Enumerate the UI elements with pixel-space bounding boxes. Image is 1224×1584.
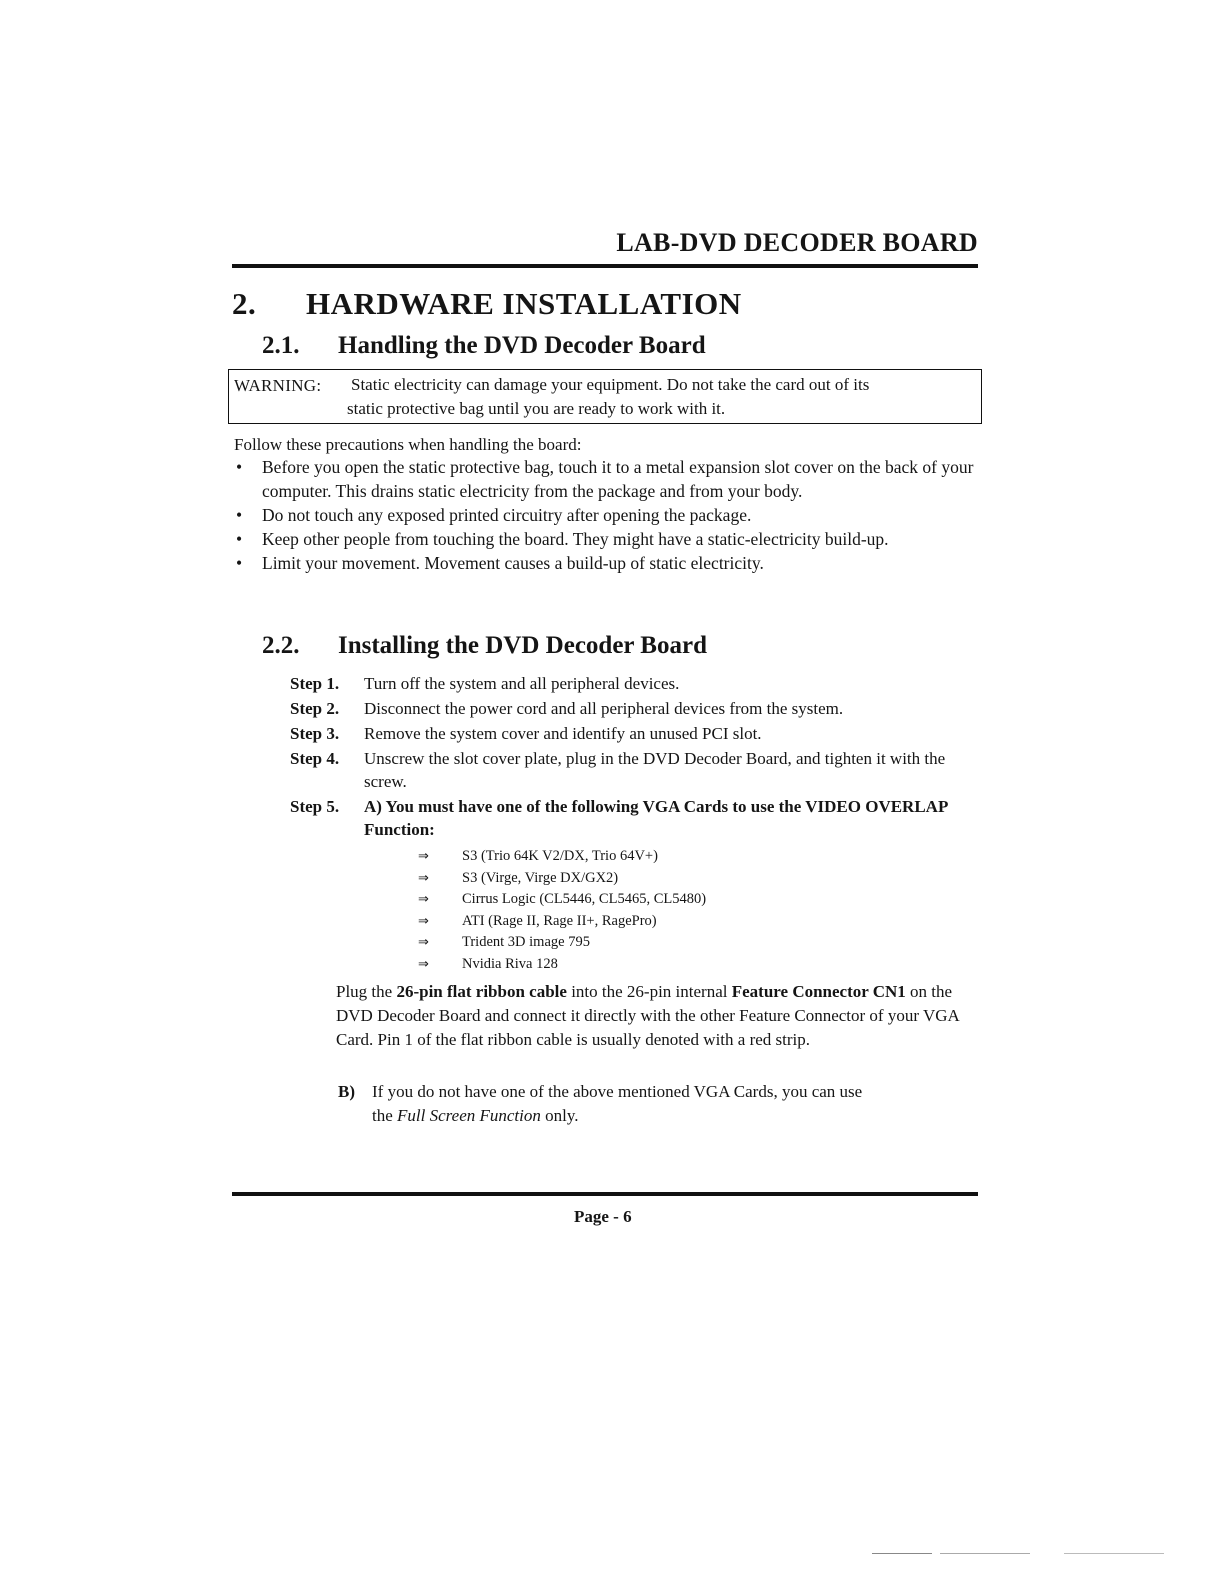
warning-label: WARNING: — [234, 376, 322, 395]
section-number: 2. — [232, 286, 257, 321]
bullet-icon: • — [236, 529, 243, 549]
precautions-intro: Follow these precautions when handling the board: — [234, 435, 582, 454]
vga-card-name: Trident 3D image 795 — [462, 934, 590, 950]
step-text: Remove the system cover and identify an unused PCI slot. — [364, 724, 762, 743]
list-item-text: Before you open the static protective bag, touch it to a metal expansion slot cover on the back of your computer. This drains static electricity from the package and from your body. — [262, 457, 974, 501]
arrow-right-icon: ⇒ — [418, 892, 429, 907]
vga-card-name: Nvidia Riva 128 — [462, 955, 558, 972]
list-item — [418, 868, 706, 890]
list-item — [418, 889, 706, 911]
bullet-icon: • — [236, 457, 243, 477]
bullet-icon: • — [236, 505, 243, 525]
subsection-number: 2.1. — [262, 332, 300, 359]
step-3 — [290, 722, 980, 745]
header-title: LAB-DVD DECODER BOARD — [616, 228, 978, 257]
vga-card-name: Cirrus Logic (CL5446, CL5465, CL5480) — [462, 891, 707, 907]
list-item-text: Limit your movement. Movement causes a build-up of static electricity. — [262, 553, 764, 573]
warning-box — [228, 369, 982, 424]
plug-text-1: Plug the — [336, 982, 397, 1001]
footer-rule — [232, 1192, 978, 1196]
installation-steps — [290, 672, 980, 843]
step-label: Step 4. — [290, 749, 340, 768]
vga-card-name: S3 (Trio 64K V2/DX, Trio 64V+) — [462, 848, 658, 864]
list-item — [418, 911, 706, 933]
arrow-right-icon: ⇒ — [418, 956, 429, 972]
section-heading — [232, 286, 742, 322]
list-item — [232, 527, 992, 551]
plug-bold-connector: Feature Connector CN1 — [731, 982, 906, 1001]
bullet-icon: • — [236, 553, 243, 573]
step-label: Step 3. — [290, 724, 340, 743]
step-text: Disconnect the power cord and all peripheral devices from the system. — [364, 699, 844, 718]
vga-card-list — [418, 846, 706, 975]
step-4 — [290, 747, 980, 793]
plug-text-2: into the 26-pin internal — [566, 982, 732, 1001]
subsection-title: Installing the DVD Decoder Board — [338, 632, 707, 659]
step-label: Step 1. — [290, 674, 340, 693]
subsection-heading-installing — [262, 632, 707, 660]
arrow-right-icon: ⇒ — [418, 935, 429, 950]
list-item — [418, 846, 706, 868]
option-b-line-1: If you do not have one of the above mentioned VGA Cards, you can use — [372, 1082, 863, 1101]
list-item — [418, 954, 706, 976]
step-text: Turn off the system and all peripheral devices. — [364, 674, 680, 693]
list-item — [232, 503, 992, 527]
step-label: Step 2. — [290, 699, 340, 718]
section-title: HARDWARE INSTALLATION — [306, 286, 742, 321]
list-item-text: Do not touch any exposed printed circuitry after opening the package. — [262, 505, 752, 525]
option-b-label: B) — [338, 1082, 355, 1101]
list-item — [232, 551, 992, 575]
arrow-right-icon: ⇒ — [418, 913, 429, 929]
list-item-text: Keep other people from touching the board. They might have a static-electricity build-up. — [262, 529, 889, 549]
step-text: Unscrew the slot cover plate, plug in the DVD Decoder Board, and tighten it with the screw. — [364, 749, 946, 791]
vga-card-name: S3 (Virge, Virge DX/GX2) — [462, 869, 619, 886]
step-label: Step 5. — [290, 797, 340, 816]
step-text: A) You must have one of the following VGA Cards to use the VIDEO OVERLAP Function: — [364, 797, 948, 839]
plug-instructions — [336, 980, 976, 1052]
warning-line-1: Static electricity can damage your equipment. Do not take the card out of its — [351, 375, 870, 394]
vga-card-name: ATI (Rage II, Rage II+, RagePro) — [462, 912, 657, 929]
warning-line-2: static protective bag until you are ready to work with it. — [347, 399, 726, 418]
arrow-right-icon: ⇒ — [418, 870, 429, 886]
arrow-right-icon: ⇒ — [418, 849, 429, 864]
subsection-heading-handling — [262, 332, 706, 360]
step-5 — [290, 795, 980, 841]
subsection-title: Handling the DVD Decoder Board — [338, 332, 706, 359]
step-2 — [290, 697, 980, 720]
scan-artifact — [1064, 1553, 1164, 1554]
scan-artifact — [940, 1553, 1030, 1554]
step-1 — [290, 672, 980, 695]
header-rule — [232, 264, 978, 268]
plug-bold-cable: 26-pin flat ribbon cable — [396, 982, 567, 1001]
plug-text-3: on the DVD Decoder Board and connect it directly with the other Feature Connector of your VGA Card. Pin 1 of the flat ribbon cable is usually denoted with a red strip. — [336, 982, 959, 1049]
scan-artifact — [872, 1553, 932, 1554]
subsection-number: 2.2. — [262, 632, 300, 659]
option-b-text-a: the — [372, 1106, 398, 1125]
list-item — [418, 932, 706, 954]
list-item — [232, 455, 992, 503]
option-b-italic: Full Screen Function — [397, 1106, 541, 1125]
precautions-list — [232, 455, 992, 575]
option-b-text-b: only. — [540, 1106, 579, 1125]
page-number: Page - 6 — [574, 1207, 632, 1226]
option-b-note — [338, 1080, 978, 1128]
option-b-line-2 — [338, 1104, 978, 1128]
